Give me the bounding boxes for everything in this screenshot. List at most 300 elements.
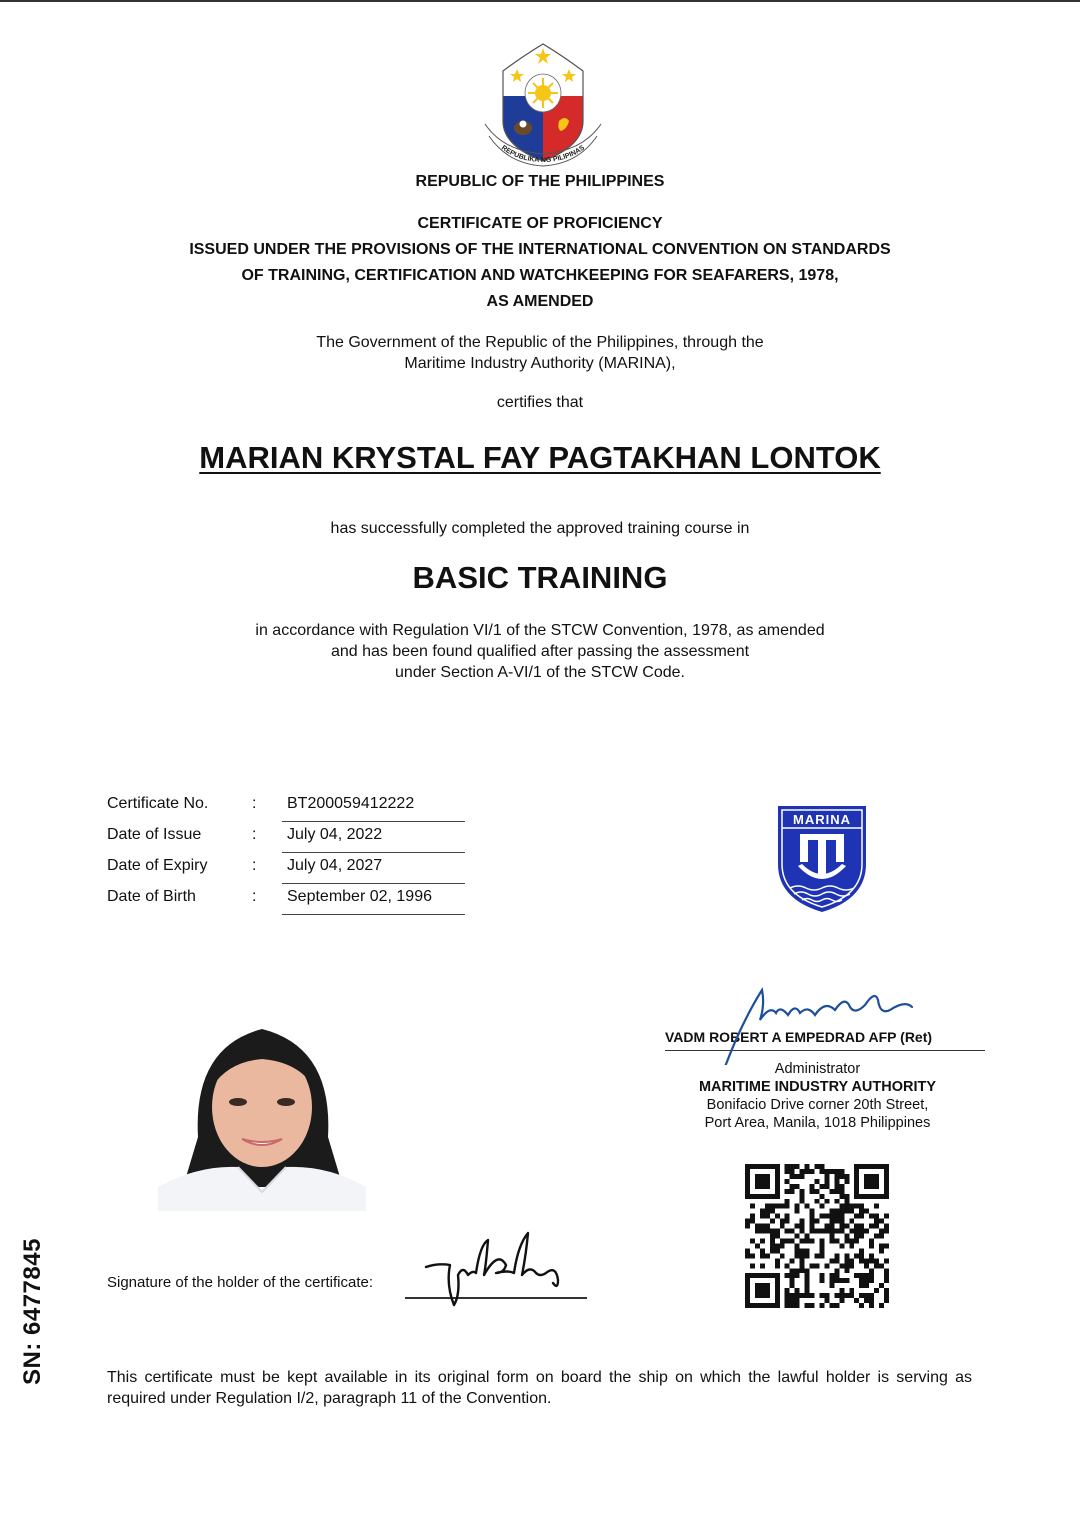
qr-module bbox=[879, 1248, 884, 1253]
detail-row-date-of-issue bbox=[107, 824, 465, 855]
course-name: BASIC TRAINING bbox=[412, 560, 668, 595]
detail-colon: : bbox=[252, 826, 257, 843]
qr-module bbox=[844, 1179, 849, 1184]
qr-module bbox=[819, 1169, 824, 1174]
intro-line: The Government of the Republic of the Philippines, through the bbox=[316, 334, 764, 351]
qr-module bbox=[819, 1214, 824, 1219]
qr-module bbox=[864, 1273, 869, 1278]
qr-module bbox=[745, 1219, 750, 1224]
qr-module bbox=[815, 1263, 820, 1268]
qr-module bbox=[815, 1199, 820, 1204]
qr-module bbox=[884, 1268, 889, 1273]
qr-module bbox=[755, 1229, 760, 1234]
qr-module bbox=[780, 1238, 785, 1243]
qr-module bbox=[869, 1298, 874, 1303]
qr-module bbox=[884, 1229, 889, 1234]
qr-module bbox=[849, 1238, 854, 1243]
qr-module bbox=[819, 1238, 824, 1243]
qr-module bbox=[750, 1263, 755, 1268]
qr-module bbox=[785, 1179, 790, 1184]
qr-module bbox=[884, 1224, 889, 1229]
qr-module bbox=[805, 1268, 810, 1273]
qr-module bbox=[790, 1174, 795, 1179]
qr-module bbox=[810, 1169, 815, 1174]
administrator-details bbox=[665, 1060, 970, 1132]
qr-module bbox=[770, 1248, 775, 1253]
qr-module bbox=[849, 1293, 854, 1298]
qr-module bbox=[829, 1238, 834, 1243]
qr-module bbox=[844, 1209, 849, 1214]
qr-module bbox=[824, 1214, 829, 1219]
qr-module bbox=[795, 1298, 800, 1303]
seal-text: REPUBLIKA NG PILIPINAS bbox=[499, 144, 587, 165]
qr-module bbox=[805, 1164, 810, 1169]
qr-module bbox=[834, 1184, 839, 1189]
qr-module bbox=[824, 1293, 829, 1298]
qr-module bbox=[824, 1174, 829, 1179]
qr-module bbox=[824, 1169, 829, 1174]
qr-module bbox=[839, 1293, 844, 1298]
qr-module bbox=[785, 1199, 790, 1204]
qr-module bbox=[839, 1209, 844, 1214]
qr-module bbox=[839, 1288, 844, 1293]
qr-module bbox=[805, 1278, 810, 1283]
intro-line: Maritime Industry Authority (MARINA), bbox=[404, 355, 676, 372]
qr-module bbox=[795, 1243, 800, 1248]
qr-module bbox=[810, 1189, 815, 1194]
qr-module bbox=[785, 1204, 790, 1209]
qr-module bbox=[869, 1258, 874, 1263]
qr-module bbox=[874, 1214, 879, 1219]
qr-module bbox=[859, 1204, 864, 1209]
qr-module bbox=[844, 1204, 849, 1209]
qr-module bbox=[810, 1219, 815, 1224]
qr-module bbox=[790, 1238, 795, 1243]
qr-module bbox=[824, 1224, 829, 1229]
detail-row-date-of-expiry bbox=[107, 855, 465, 886]
qr-module bbox=[770, 1204, 775, 1209]
qr-module bbox=[765, 1229, 770, 1234]
qr-module bbox=[864, 1258, 869, 1263]
qr-module bbox=[819, 1243, 824, 1248]
qr-module bbox=[844, 1253, 849, 1258]
qr-module bbox=[795, 1303, 800, 1308]
qr-module bbox=[750, 1238, 755, 1243]
qr-module bbox=[859, 1224, 864, 1229]
qr-module bbox=[810, 1224, 815, 1229]
qr-module bbox=[760, 1209, 765, 1214]
qr-module bbox=[800, 1268, 805, 1273]
qr-module bbox=[829, 1214, 834, 1219]
qr-module bbox=[819, 1278, 824, 1283]
qr-module bbox=[800, 1229, 805, 1234]
qr-module bbox=[750, 1204, 755, 1209]
qr-module bbox=[869, 1293, 874, 1298]
qr-module bbox=[864, 1283, 869, 1288]
certificate-title bbox=[0, 211, 1080, 315]
qr-module bbox=[854, 1224, 859, 1229]
qr-module bbox=[839, 1243, 844, 1248]
qr-module bbox=[839, 1184, 844, 1189]
qr-module bbox=[760, 1214, 765, 1219]
qr-module bbox=[785, 1238, 790, 1243]
qr-module bbox=[795, 1174, 800, 1179]
qr-module bbox=[879, 1234, 884, 1239]
qr-module bbox=[770, 1234, 775, 1239]
title-line: ISSUED UNDER THE PROVISIONS OF THE INTERNATIONAL CONVENTION ON STANDARDS bbox=[189, 241, 891, 258]
qr-module bbox=[775, 1243, 780, 1248]
qr-module bbox=[849, 1209, 854, 1214]
qr-module bbox=[805, 1303, 810, 1308]
qr-module bbox=[874, 1234, 879, 1239]
qr-module bbox=[785, 1229, 790, 1234]
qr-module bbox=[864, 1293, 869, 1298]
qr-module bbox=[795, 1288, 800, 1293]
qr-module bbox=[755, 1243, 760, 1248]
qr-module bbox=[790, 1268, 795, 1273]
qr-module bbox=[864, 1278, 869, 1283]
qr-module bbox=[844, 1263, 849, 1268]
qr-module bbox=[755, 1283, 770, 1298]
qr-module bbox=[790, 1273, 795, 1278]
qr-module bbox=[800, 1169, 805, 1174]
detail-label: Date of Birth bbox=[107, 888, 196, 905]
qr-module bbox=[884, 1293, 889, 1298]
qr-module bbox=[884, 1243, 889, 1248]
qr-module bbox=[839, 1189, 844, 1194]
qr-module bbox=[839, 1278, 844, 1283]
qr-module bbox=[859, 1258, 864, 1263]
qr-module bbox=[854, 1204, 859, 1209]
qr-module bbox=[765, 1253, 770, 1258]
qr-module bbox=[760, 1253, 765, 1258]
qr-module bbox=[775, 1229, 780, 1234]
qr-module bbox=[785, 1263, 790, 1268]
qr-module bbox=[800, 1248, 805, 1253]
detail-value: July 04, 2027 bbox=[282, 855, 465, 884]
qr-module bbox=[780, 1204, 785, 1209]
qr-module bbox=[790, 1164, 795, 1169]
qr-module bbox=[745, 1253, 750, 1258]
qr-module bbox=[780, 1224, 785, 1229]
qr-module bbox=[795, 1293, 800, 1298]
qr-module bbox=[760, 1248, 765, 1253]
qr-module bbox=[790, 1303, 795, 1308]
qr-module bbox=[849, 1263, 854, 1268]
qr-module bbox=[849, 1258, 854, 1263]
qr-module bbox=[884, 1298, 889, 1303]
title-line: AS AMENDED bbox=[486, 293, 594, 310]
intro-text bbox=[0, 332, 1080, 374]
qr-code bbox=[745, 1164, 889, 1308]
qr-module bbox=[824, 1229, 829, 1234]
qr-module bbox=[780, 1219, 785, 1224]
qr-module bbox=[785, 1214, 790, 1219]
qr-module bbox=[775, 1204, 780, 1209]
qr-module bbox=[864, 1174, 879, 1189]
qr-module bbox=[834, 1229, 839, 1234]
qr-module bbox=[829, 1258, 834, 1263]
philippine-seal-icon bbox=[473, 36, 613, 168]
qr-module bbox=[834, 1214, 839, 1219]
detail-label: Certificate No. bbox=[107, 795, 209, 812]
qr-module bbox=[780, 1243, 785, 1248]
qr-module bbox=[765, 1214, 770, 1219]
qr-module bbox=[805, 1238, 810, 1243]
address-line: Bonifacio Drive corner 20th Street, bbox=[706, 1097, 929, 1113]
qr-module bbox=[805, 1288, 810, 1293]
qr-module bbox=[790, 1258, 795, 1263]
qr-module bbox=[869, 1238, 874, 1243]
marina-logo-text: MARINA bbox=[793, 812, 851, 827]
qr-module bbox=[849, 1219, 854, 1224]
qr-module bbox=[755, 1224, 760, 1229]
qr-module bbox=[819, 1253, 824, 1258]
qr-module bbox=[884, 1288, 889, 1293]
qr-module bbox=[834, 1219, 839, 1224]
qr-module bbox=[795, 1184, 800, 1189]
qr-module bbox=[839, 1169, 844, 1174]
qr-module bbox=[859, 1303, 864, 1308]
qr-module bbox=[869, 1303, 874, 1308]
qr-module bbox=[834, 1174, 839, 1179]
qr-module bbox=[829, 1224, 834, 1229]
agency-name: MARITIME INDUSTRY AUTHORITY bbox=[698, 1079, 937, 1095]
qr-module bbox=[819, 1303, 824, 1308]
qr-module bbox=[829, 1234, 834, 1239]
qr-module bbox=[790, 1169, 795, 1174]
qr-module bbox=[800, 1199, 805, 1204]
qr-module bbox=[819, 1164, 824, 1169]
detail-colon: : bbox=[252, 888, 257, 905]
qr-module bbox=[869, 1243, 874, 1248]
qr-module bbox=[874, 1263, 879, 1268]
top-border bbox=[0, 0, 1080, 2]
qr-module bbox=[854, 1298, 859, 1303]
qr-module bbox=[834, 1278, 839, 1283]
qr-module bbox=[815, 1179, 820, 1184]
qr-module bbox=[800, 1263, 805, 1268]
qr-module bbox=[819, 1248, 824, 1253]
detail-row-date-of-birth bbox=[107, 886, 465, 917]
footer-note: This certificate must be kept available in its original form on board the ship on which the lawful holder is serving as required under Regulation I/2, paragraph 11 of the Convention. bbox=[107, 1369, 972, 1407]
qr-module bbox=[839, 1214, 844, 1219]
qr-module bbox=[815, 1229, 820, 1234]
qr-module bbox=[834, 1179, 839, 1184]
qr-module bbox=[839, 1224, 844, 1229]
qr-module bbox=[790, 1293, 795, 1298]
qr-module bbox=[849, 1243, 854, 1248]
qr-module bbox=[810, 1238, 815, 1243]
qr-module bbox=[854, 1214, 859, 1219]
qr-module bbox=[829, 1169, 834, 1174]
qr-module bbox=[879, 1219, 884, 1224]
qr-module bbox=[869, 1224, 874, 1229]
qr-module bbox=[839, 1219, 844, 1224]
qr-module bbox=[785, 1298, 790, 1303]
qr-module bbox=[844, 1238, 849, 1243]
detail-colon: : bbox=[252, 857, 257, 874]
qr-module bbox=[800, 1293, 805, 1298]
qr-module bbox=[859, 1253, 864, 1258]
qr-module bbox=[834, 1199, 839, 1204]
qr-module bbox=[844, 1174, 849, 1179]
qr-module bbox=[824, 1298, 829, 1303]
qr-module bbox=[844, 1234, 849, 1239]
detail-value: BT200059412222 bbox=[282, 793, 465, 822]
qr-module bbox=[829, 1283, 834, 1288]
qr-module bbox=[760, 1238, 765, 1243]
qr-module bbox=[884, 1278, 889, 1283]
marina-logo-icon bbox=[776, 804, 868, 914]
administrator-signature-icon bbox=[650, 985, 920, 1065]
qr-module bbox=[839, 1298, 844, 1303]
qr-module bbox=[795, 1204, 800, 1209]
qr-module bbox=[854, 1253, 859, 1258]
qr-module bbox=[869, 1268, 874, 1273]
qr-module bbox=[859, 1283, 864, 1288]
qr-module bbox=[864, 1229, 869, 1234]
qr-module bbox=[770, 1209, 775, 1214]
qr-module bbox=[869, 1278, 874, 1283]
qr-module bbox=[819, 1229, 824, 1234]
qr-module bbox=[790, 1283, 795, 1288]
qr-module bbox=[834, 1238, 839, 1243]
qr-module bbox=[775, 1214, 780, 1219]
qr-module bbox=[760, 1224, 765, 1229]
holder-photo bbox=[158, 1017, 366, 1211]
qr-module bbox=[884, 1214, 889, 1219]
qr-module bbox=[815, 1189, 820, 1194]
qr-module bbox=[859, 1209, 864, 1214]
qr-module bbox=[800, 1258, 805, 1263]
qr-module bbox=[834, 1209, 839, 1214]
qr-module bbox=[819, 1273, 824, 1278]
administrator-name: VADM ROBERT A EMPEDRAD AFP (Ret) bbox=[665, 1029, 985, 1051]
qr-module bbox=[790, 1278, 795, 1283]
qr-module bbox=[770, 1243, 775, 1248]
qr-module bbox=[800, 1194, 805, 1199]
qr-module bbox=[810, 1209, 815, 1214]
qr-module bbox=[770, 1219, 775, 1224]
qr-module bbox=[800, 1224, 805, 1229]
holder-signature-icon bbox=[418, 1225, 568, 1310]
qr-module bbox=[790, 1298, 795, 1303]
completed-text: has successfully completed the approved training course in bbox=[330, 520, 750, 537]
address-line: Port Area, Manila, 1018 Philippines bbox=[704, 1115, 931, 1131]
qr-module bbox=[864, 1209, 869, 1214]
qr-module bbox=[760, 1263, 765, 1268]
qr-module bbox=[775, 1248, 780, 1253]
accordance-line: in accordance with Regulation VI/1 of the STCW Convention, 1978, as amended bbox=[255, 622, 825, 639]
qr-module bbox=[859, 1293, 864, 1298]
qr-module bbox=[785, 1288, 790, 1293]
qr-module bbox=[805, 1204, 810, 1209]
qr-module bbox=[829, 1273, 834, 1278]
detail-value: September 02, 1996 bbox=[282, 886, 465, 915]
qr-module bbox=[844, 1268, 849, 1273]
qr-module bbox=[780, 1253, 785, 1258]
qr-module bbox=[805, 1253, 810, 1258]
qr-module bbox=[849, 1229, 854, 1234]
qr-module bbox=[819, 1194, 824, 1199]
qr-module bbox=[795, 1268, 800, 1273]
qr-module bbox=[785, 1293, 790, 1298]
qr-module bbox=[884, 1273, 889, 1278]
qr-module bbox=[805, 1293, 810, 1298]
serial-number: SN: 6477845 bbox=[19, 1238, 46, 1385]
qr-module bbox=[810, 1214, 815, 1219]
qr-module bbox=[864, 1263, 869, 1268]
certificate-details bbox=[107, 793, 465, 917]
qr-module bbox=[810, 1184, 815, 1189]
qr-module bbox=[760, 1229, 765, 1234]
qr-module bbox=[839, 1229, 844, 1234]
holder-name-text: MARIAN KRYSTAL FAY PAGTAKHAN LONTOK bbox=[199, 440, 881, 475]
qr-module bbox=[859, 1273, 864, 1278]
qr-module bbox=[874, 1204, 879, 1209]
detail-value: July 04, 2022 bbox=[282, 824, 465, 853]
qr-module bbox=[874, 1258, 879, 1263]
qr-module bbox=[834, 1268, 839, 1273]
detail-label: Date of Issue bbox=[107, 826, 202, 843]
detail-colon: : bbox=[252, 795, 257, 812]
qr-module bbox=[844, 1258, 849, 1263]
qr-module bbox=[785, 1219, 790, 1224]
qr-module bbox=[800, 1219, 805, 1224]
qr-module bbox=[849, 1204, 854, 1209]
qr-module bbox=[805, 1234, 810, 1239]
qr-module bbox=[770, 1229, 775, 1234]
qr-module bbox=[869, 1253, 874, 1258]
qr-module bbox=[790, 1189, 795, 1194]
qr-module bbox=[874, 1219, 879, 1224]
qr-module bbox=[810, 1293, 815, 1298]
qr-module bbox=[879, 1229, 884, 1234]
qr-module bbox=[745, 1248, 750, 1253]
qr-module bbox=[795, 1209, 800, 1214]
qr-module bbox=[775, 1234, 780, 1239]
qr-module bbox=[765, 1209, 770, 1214]
title-line: CERTIFICATE OF PROFICIENCY bbox=[417, 215, 663, 232]
qr-module bbox=[834, 1189, 839, 1194]
accordance-line: under Section A-VI/1 of the STCW Code. bbox=[395, 664, 685, 681]
qr-module bbox=[834, 1258, 839, 1263]
qr-module bbox=[859, 1278, 864, 1283]
qr-module bbox=[839, 1204, 844, 1209]
qr-module bbox=[819, 1184, 824, 1189]
qr-module bbox=[874, 1224, 879, 1229]
qr-module bbox=[775, 1263, 780, 1268]
qr-module bbox=[824, 1179, 829, 1184]
qr-module bbox=[765, 1224, 770, 1229]
qr-module bbox=[829, 1209, 834, 1214]
qr-module bbox=[805, 1283, 810, 1288]
qr-module bbox=[810, 1303, 815, 1308]
qr-module bbox=[859, 1234, 864, 1239]
qr-module bbox=[869, 1273, 874, 1278]
qr-module bbox=[795, 1234, 800, 1239]
qr-module bbox=[795, 1164, 800, 1169]
qr-module bbox=[810, 1229, 815, 1234]
title-line: OF TRAINING, CERTIFICATION AND WATCHKEEPING FOR SEAFARERS, 1978, bbox=[241, 267, 839, 284]
qr-module bbox=[839, 1174, 844, 1179]
qr-module bbox=[819, 1293, 824, 1298]
qr-module bbox=[879, 1263, 884, 1268]
qr-module bbox=[859, 1229, 864, 1234]
qr-module bbox=[785, 1169, 790, 1174]
qr-module bbox=[829, 1229, 834, 1234]
